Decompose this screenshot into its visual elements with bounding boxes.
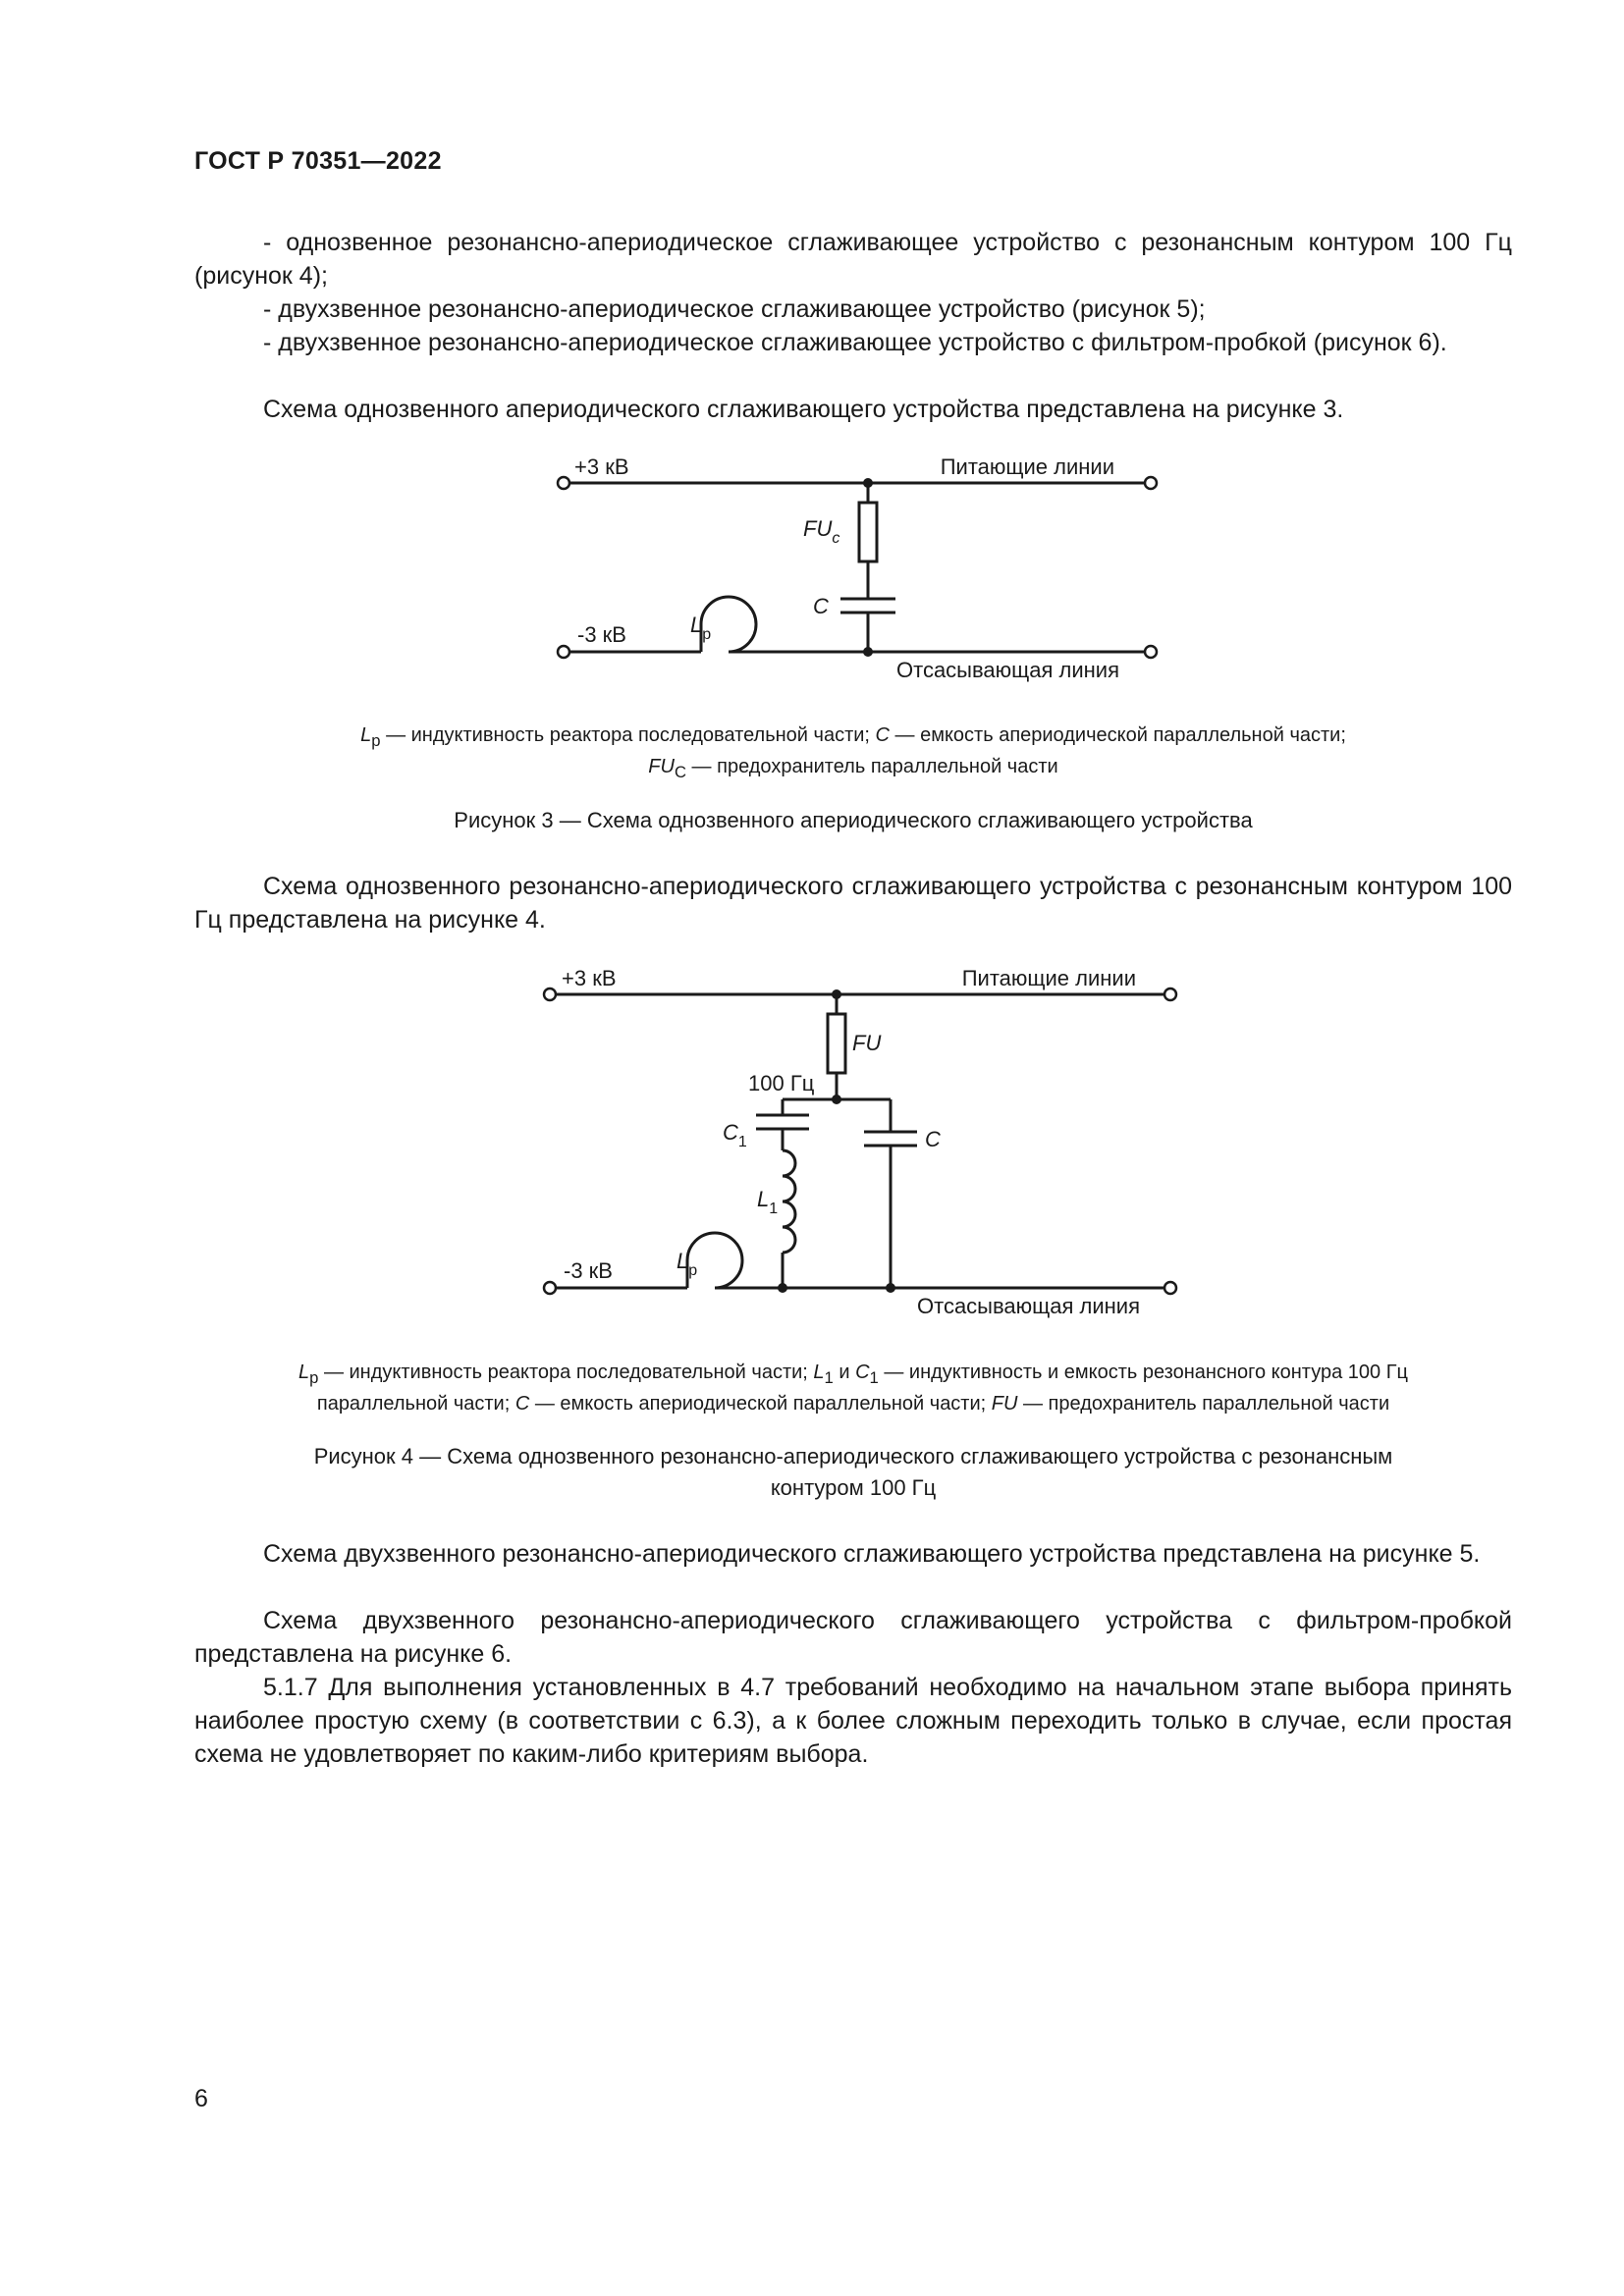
figure-3-intro: Схема однозвенного апериодического сглаживающего устройства представлена на рисунке 3.	[263, 396, 1344, 423]
body-paragraph-2: Схема двухзвенного резонансно-апериодического сглаживающего устройства с фильтром-пробкой представлена на рисунке 6.	[194, 1607, 1512, 1668]
document-header: ГОСТ Р 70351—2022	[194, 147, 442, 175]
list-item-3: - двухзвенное резонансно-апериодическое сглаживающее устройство с фильтром-пробкой (рисунок 6).	[263, 329, 1447, 356]
figure-3-title: Рисунок 3 — Схема однозвенного апериодического сглаживающего устройства	[454, 808, 1253, 832]
fig4-freq-label: 100 Гц	[748, 1071, 815, 1095]
fig4-plus-label: +3 кВ	[562, 966, 617, 990]
body-paragraph-1: Схема двухзвенного резонансно-апериодического сглаживающего устройства представлена на рисунке 5.	[263, 1540, 1481, 1568]
figure-4-title: Рисунок 4 — Схема однозвенного резонансно-апериодического сглаживающего устройства с резонансным контуром 100 Гц	[313, 1444, 1393, 1500]
fig3-cap-label: C	[813, 594, 829, 618]
fig4-c1-label: $C_1$	[723, 1120, 747, 1150]
fuse-symbol	[859, 503, 877, 561]
list-item-1: - однозвенное резонансно-апериодическое сглаживающее устройство с резонансным контуром 100 Гц (рисунок 4);	[194, 229, 1512, 290]
fig3-minus-label: -3 кВ	[577, 622, 626, 647]
page-number: 6	[194, 2085, 208, 2112]
fig4-supply-label: Питающие линии	[961, 966, 1136, 990]
figure-3-diagram	[0, 442, 1624, 697]
reactor-symbol	[701, 597, 756, 652]
fig4-minus-label: -3 кВ	[564, 1258, 613, 1283]
fig3-return-label: Отсасывающая линия	[896, 658, 1120, 682]
fuse-symbol	[828, 1014, 845, 1073]
fig4-fuse-label: FU	[852, 1031, 882, 1055]
figure-4-legend: $L_р$ — индуктивность реактора последовательной части; $L_1$ и $C_1$ — индуктивность и емкость резонансного контура 100 Гц параллельной части; C — емкость апериодической параллельной части; FU — предохранитель параллельной части	[298, 1362, 1408, 1415]
fig3-reactor-label: $L_р$	[690, 613, 712, 643]
fig4-l1-label: $L_1$	[757, 1187, 779, 1217]
figure-4-diagram	[0, 942, 1624, 1318]
body-paragraph-3: 5.1.7 Для выполнения установленных в 4.7 требований необходимо на начальном этапе выбора принять наиболее простую схему (в соответствии с 6.3), а к более сложным переходить только в случае, если простая схема не удовлетворяет по каким-либо критериям выбора.	[194, 1674, 1512, 1768]
figure-3-legend: $L_р$ — индуктивность реактора последовательной части; C — емкость апериодической параллельной части; $FU_C$ — предохранитель параллельной части	[360, 724, 1346, 781]
fig4-reactor-label: $L_р$	[677, 1249, 698, 1279]
inductor-symbol	[783, 1150, 795, 1253]
fig4-cap-label: C	[925, 1127, 941, 1151]
fig3-fuse-label: $FU_c$	[803, 516, 840, 547]
list-item-2: - двухзвенное резонансно-апериодическое сглаживающее устройство (рисунок 5);	[263, 295, 1206, 323]
reactor-symbol	[687, 1233, 742, 1288]
fig3-plus-label: +3 кВ	[574, 454, 629, 479]
fig4-return-label: Отсасывающая линия	[917, 1294, 1141, 1318]
figure-4-intro: Схема однозвенного резонансно-апериодического сглаживающего устройства с резонансным контуром 100 Гц представлена на рисунке 4.	[194, 873, 1512, 934]
fig3-supply-label: Питающие линии	[940, 454, 1114, 479]
